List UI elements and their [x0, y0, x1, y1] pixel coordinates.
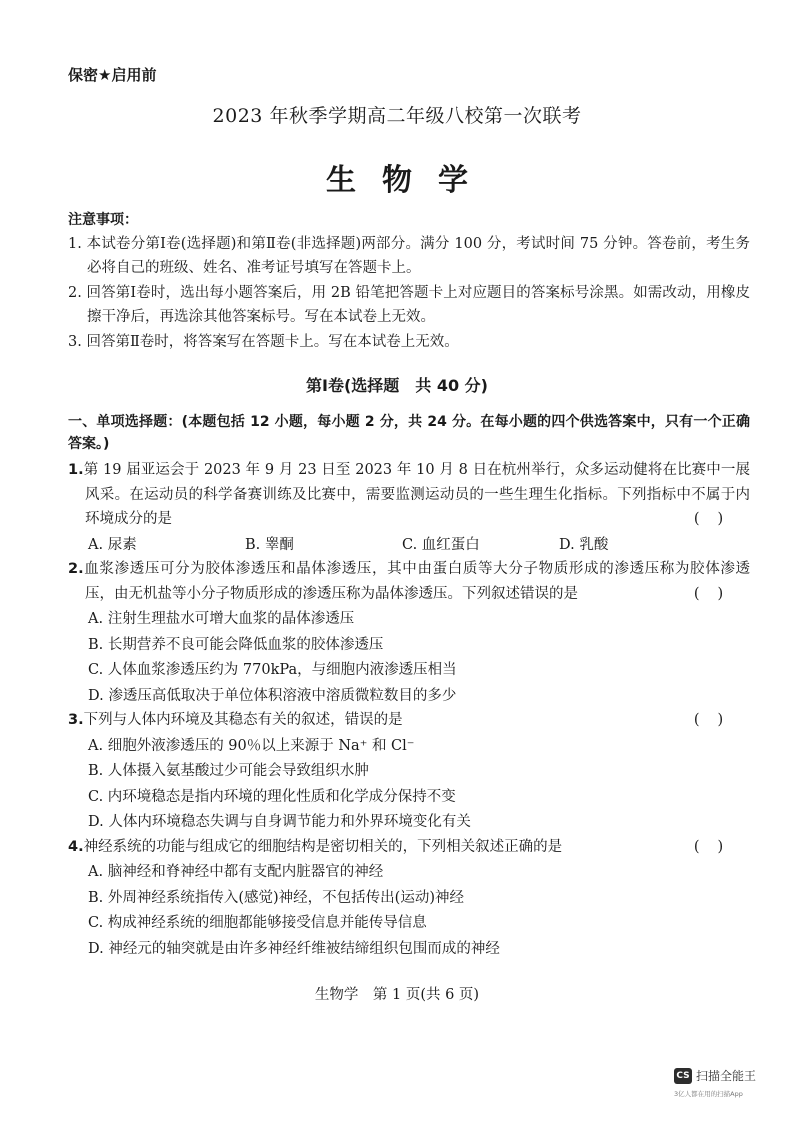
answer-bracket: (): [693, 712, 742, 728]
notice-item: 3. 回答第Ⅱ卷时，将答案写在答题卡上。写在本试卷上无效。: [68, 334, 459, 350]
question-4: [68, 835, 750, 962]
option-c: C. 人体血浆渗透压约为 770kPa，与细胞内液渗透压相当: [88, 662, 457, 678]
confidential-label: 保密★启用前: [68, 66, 157, 84]
option-b: B. 长期营养不良可能会降低血浆的胶体渗透压: [88, 636, 384, 653]
notice-heading: 注意事项：: [68, 212, 138, 228]
question-text: 下列与人体内环境及其稳态有关的叙述，错误的是: [83, 712, 403, 728]
question-1: [68, 458, 750, 557]
option-d: D. 渗透压高低取决于单位体积溶液中溶质微粒数目的多少: [88, 687, 457, 704]
question-number: 2.: [68, 561, 84, 577]
question-number: 4.: [68, 838, 84, 855]
answer-bracket: (): [693, 585, 742, 602]
question-number: 1.: [68, 462, 84, 478]
option-d: D. 人体内环境稳态失调与自身调节能力和外界环境变化有关: [88, 814, 471, 830]
page-footer: 生物学 第 1 页(共 6 页): [314, 987, 480, 1003]
notice-item: 1. 本试卷分第Ⅰ卷(选择题)和第Ⅱ卷(非选择题)两部分。满分 100 分，考试时间 75 分钟。答卷前，考生务必将自己的班级、姓名、准考证号填写在答题卡上。: [68, 236, 750, 276]
option-d: D. 乳酸: [559, 536, 609, 553]
option-d: D. 神经元的轴突就是由许多神经纤维被结缔组织包围而成的神经: [88, 940, 500, 957]
answer-bracket: (): [693, 838, 742, 855]
notice-item: 2. 回答第Ⅰ卷时，选出每小题答案后，用 2B 铅笔把答题卡上对应题目的答案标号涂黑。如需改动，用橡皮擦干净后，再选涂其他答案标号。写在本试卷上无效。: [68, 285, 750, 325]
option-c: C. 血红蛋白: [402, 536, 480, 553]
question-text: 血浆渗透压可分为胶体渗透压和晶体渗透压，其中由蛋白质等大分子物质形成的渗透压称为胶体渗透压，由无机盐等小分子物质形成的渗透压称为晶体渗透压。下列叙述错误的是: [83, 561, 750, 602]
notice-list: [68, 232, 750, 355]
question-number: 3.: [68, 712, 84, 728]
question-stem: [68, 557, 750, 606]
section-heading: 一、单项选择题：(本题包括 12 小题，每小题 2 分，共 24 分。在每小题的四个供选答案中，只有一个正确答案。): [68, 414, 750, 452]
option-c: C. 构成神经系统的细胞都能够接受信息并能传导信息: [88, 915, 427, 931]
part-heading: 第Ⅰ卷(选择题 共 40 分): [306, 376, 488, 395]
question-2: [68, 557, 750, 708]
question-stem: [68, 835, 750, 860]
option-b: B. 人体摄入氨基酸过少可能会导致组织水肿: [88, 763, 369, 779]
question-list: [68, 458, 750, 961]
option-a: A. 尿素: [88, 536, 137, 553]
question-stem: [68, 458, 750, 532]
option-row: [68, 533, 750, 558]
option-a: A. 脑神经和脊神经中都有支配内脏器官的神经: [88, 864, 384, 880]
answer-bracket: (): [693, 511, 742, 527]
scanner-watermark: [674, 1064, 774, 1104]
option-b: B. 外周神经系统指传入(感觉)神经，不包括传出(运动)神经: [88, 889, 464, 906]
question-stem: [68, 708, 750, 733]
camscanner-logo-icon: CS: [674, 1068, 692, 1084]
question-text: 第 19 届亚运会于 2023 年 9 月 23 日至 2023 年 10 月 8 日在杭州举行，众多运动健将在比赛中一展风采。在运动员的科学备赛训练及比赛中，需要监测运动员的一些生理生化指标。下列指标中不属于内环境成分的是: [83, 462, 750, 527]
option-a: A. 注射生理盐水可增大血浆的晶体渗透压: [88, 611, 355, 627]
option-a: A. 细胞外液渗透压的 90％以上来源于 Na⁺ 和 Cl⁻: [88, 737, 415, 754]
camscanner-tagline: 3亿人都在用的扫描App: [674, 1090, 743, 1098]
subject-title: 生物学: [326, 163, 494, 198]
option-b: B. 睾酮: [245, 536, 294, 553]
option-c: C. 内环境稳态是指内环境的理化性质和化学成分保持不变: [88, 788, 456, 805]
question-3: [68, 708, 750, 835]
exam-title: 2023 年秋季学期高二年级八校第一次联考: [212, 105, 582, 127]
camscanner-name: 扫描全能王: [696, 1069, 757, 1083]
question-text: 神经系统的功能与组成它的细胞结构是密切相关的，下列相关叙述正确的是: [83, 838, 563, 855]
